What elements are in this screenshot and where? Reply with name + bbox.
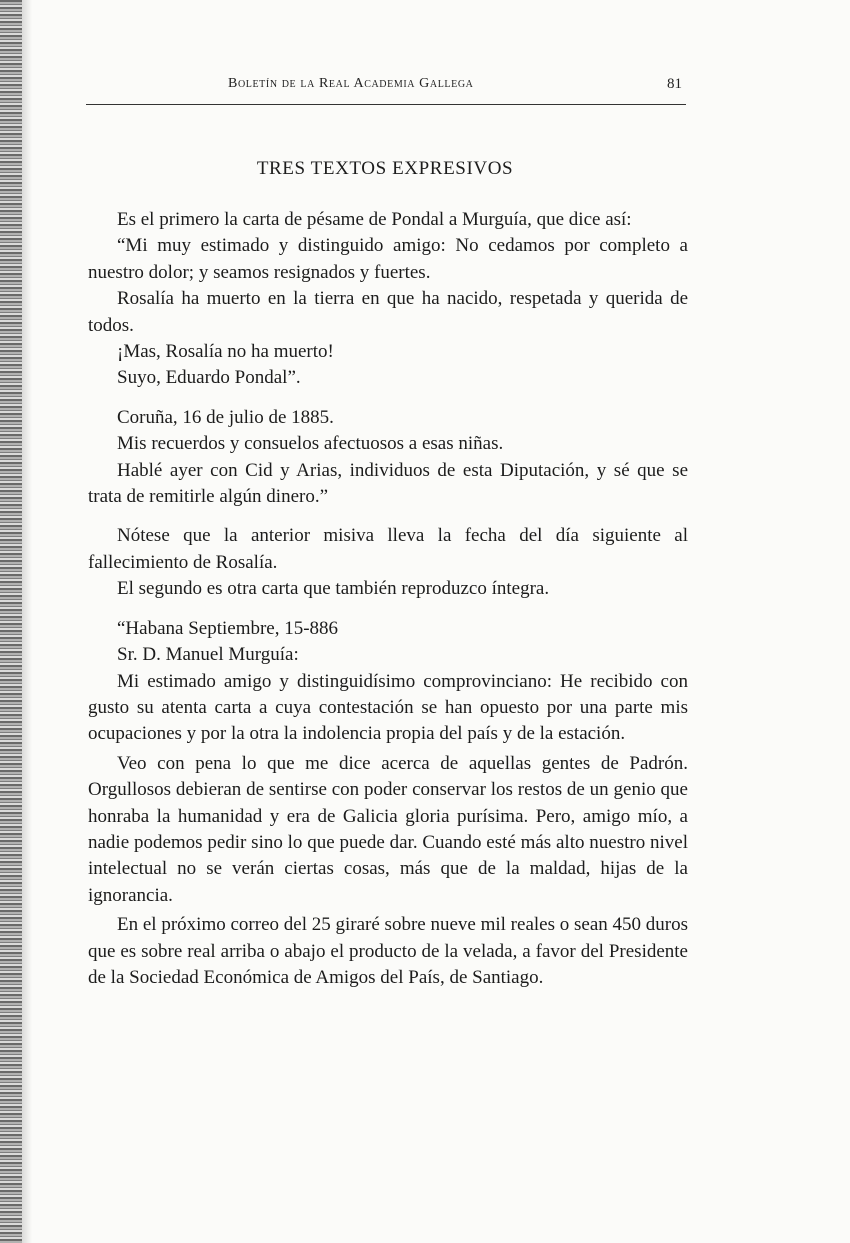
paragraph-letter1-exclaim: ¡Mas, Rosalía no ha muerto! bbox=[117, 341, 334, 363]
paragraph-letter1-postscript2: Hablé ayer con Cid y Arias, individuos de esta Diputación, y sé que se trata de remitirle algún dinero.” bbox=[88, 459, 688, 508]
section-title: TRES TEXTOS EXPRESIVOS bbox=[256, 158, 514, 179]
paragraph-intro: Es el primero la carta de pésame de Pondal a Murguía, que dice así: bbox=[117, 209, 632, 230]
paragraph-letter1-open: “Mi muy estimado y distinguido amigo: No cedamos por completo a nuestro dolor; y seamos resignados y fuertes. bbox=[88, 235, 688, 283]
paragraph-letter2-salutation: Sr. D. Manuel Murguía: bbox=[117, 644, 299, 666]
paragraph-letter2-body3: En el próximo correo del 25 giraré sobre nueve mil reales o sean 450 duros que es sobre real arriba o abajo el producto de la velada, a favor del Presidente de la Sociedad Económica de Amigos del País, de Santiago. bbox=[88, 914, 688, 988]
paragraph-letter1-date: Coruña, 16 de julio de 1885. bbox=[117, 406, 334, 428]
paragraph-letter1-rosalia: Rosalía ha muerto en la tierra en que ha nacido, respetada y querida de todos. bbox=[88, 288, 688, 336]
paragraph-letter2-date: “Habana Septiembre, 15-886 bbox=[117, 617, 339, 639]
body-text bbox=[88, 207, 688, 991]
paragraph-letter1-signature: Suyo, Eduardo Pondal”. bbox=[117, 367, 301, 389]
running-title: Boletín de la Real Academia Gallega bbox=[228, 76, 474, 91]
book-binding-edge bbox=[0, 0, 22, 1243]
paragraph-letter2-body1: Mi estimado amigo y distinguidísimo comprovinciano: He recibido con gusto su atenta carta a cuya contestación se han opuesto por una parte mis ocupaciones y por la otra la indolencia propia del país y de la estación. bbox=[88, 670, 688, 745]
paragraph-second-intro: El segundo es otra carta que también reproduzco íntegra. bbox=[117, 578, 550, 600]
header-rule bbox=[86, 104, 686, 105]
paragraph-letter2-body2: Veo con pena lo que me dice acerca de aquellas gentes de Padrón. Orgullosos debieran de sentirse con poder conservar los restos de un genio que honraba la humanidad y era de Galicia gloria purísima. Pero, amigo mío, a nadie podemos pedir sino lo que puede dar. Cuando esté más alto nuestro nivel intelectual no se verán ciertas cosas, más que de la maldad, hijas de la ignorancia. bbox=[88, 752, 688, 906]
running-header bbox=[88, 76, 686, 98]
paragraph-note: Nótese que la anterior misiva lleva la fecha del día siguiente al fallecimiento de Rosalía. bbox=[88, 525, 688, 573]
paragraph-letter1-postscript1: Mis recuerdos y consuelos afectuosos a esas niñas. bbox=[117, 433, 504, 455]
page-number: 81 bbox=[667, 76, 682, 92]
